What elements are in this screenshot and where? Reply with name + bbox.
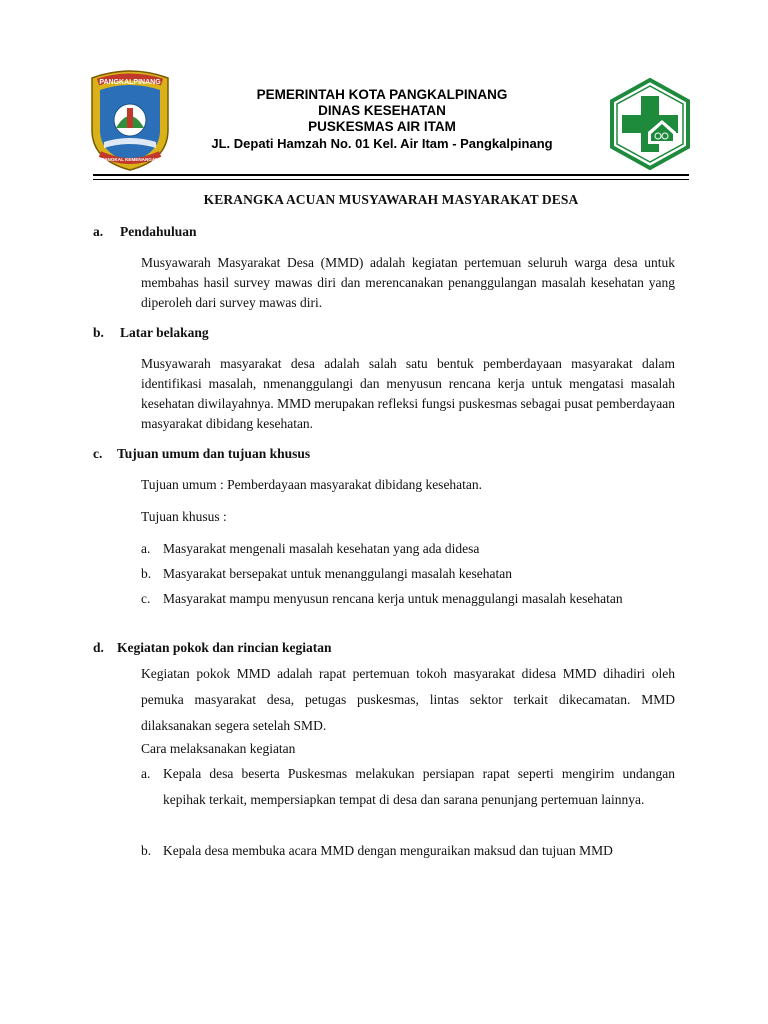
list-marker: a. bbox=[141, 766, 151, 781]
letterhead-line-health-office: DINAS KESEHATAN bbox=[318, 103, 446, 118]
list-item-text: Masyarakat mengenali masalah kesehatan yang ada didesa bbox=[163, 541, 480, 556]
letterhead-line-puskesmas: PUSKESMAS AIR ITAM bbox=[308, 119, 456, 134]
section-heading-text: Kegiatan pokok dan rincian kegiatan bbox=[117, 640, 332, 655]
section-heading-text: Tujuan umum dan tujuan khusus bbox=[117, 446, 311, 461]
list-marker: a. bbox=[141, 541, 151, 556]
section-heading-a bbox=[93, 224, 197, 240]
howto-label: Cara melaksanakan kegiatan bbox=[141, 741, 296, 756]
list-item bbox=[141, 761, 675, 813]
section-marker: a. bbox=[93, 224, 104, 239]
section-heading-text: Pendahuluan bbox=[120, 224, 197, 239]
list-marker: b. bbox=[141, 566, 152, 581]
letterhead-divider-thin bbox=[93, 179, 689, 180]
section-d-paragraph: Kegiatan pokok MMD adalah rapat pertemuan tokoh masyarakat didesa MMD dihadiri oleh pemuka masyarakat desa, petugas puskesmas, lintas sektor terkait dikecamatan. MMD dilaksanakan segera setelah SMD. bbox=[141, 666, 675, 733]
list-marker: b. bbox=[141, 843, 152, 858]
list-item-text: Kepala desa membuka acara MMD dengan menguraikan maksud dan tujuan MMD bbox=[163, 843, 613, 858]
letterhead-address: JL. Depati Hamzah No. 01 Kel. Air Itam - Pangkalpinang bbox=[211, 136, 553, 151]
list-item bbox=[141, 838, 675, 864]
letterhead bbox=[170, 87, 594, 152]
letterhead-line-government: PEMERINTAH KOTA PANGKALPINANG bbox=[256, 87, 508, 102]
section-b-paragraph: Musyawarah masyarakat desa adalah salah satu bentuk pemberdayaan masyarakat dalam identifikasi masalah, nmenanggulangi dan menyusun rencana kerja untuk mengatasi masalah kesehatan diwilayahnya. MMD merupakan refleksi fungsi puskesmas sebagai pusat pemberdayaan masyarakat dibidang kesehatan. bbox=[141, 356, 675, 431]
letterhead-divider-thick bbox=[93, 174, 689, 176]
list-item bbox=[141, 587, 675, 611]
section-a-paragraph: Musyawarah Masyarakat Desa (MMD) adalah kegiatan pertemuan seluruh warga desa untuk membahas hasil survey mawas diri dan merencanakan penanggulangan masalah kesehatan yang diperoleh dari survey mawas diri. bbox=[141, 255, 675, 310]
list-item-text: Masyarakat bersepakat untuk menanggulangi masalah kesehatan bbox=[163, 566, 512, 581]
section-heading-d bbox=[93, 640, 332, 656]
section-heading-b bbox=[93, 325, 209, 341]
crest-top-text: PANGKALPINANG bbox=[99, 79, 161, 86]
section-marker: c. bbox=[93, 446, 103, 461]
list-item bbox=[141, 562, 675, 586]
document-title: KERANGKA ACUAN MUSYAWARAH MASYARAKAT DESA bbox=[203, 192, 579, 207]
section-marker: b. bbox=[93, 325, 104, 340]
list-item-text: Kepala desa beserta Puskesmas melakukan persiapan rapat seperti mengirim undangan kepihak terkait, mempersiapkan tempat di desa dan sarana penunjang pertemuan lainnya. bbox=[163, 766, 675, 807]
section-heading-c bbox=[93, 446, 310, 462]
section-marker: d. bbox=[93, 640, 104, 655]
city-crest-icon bbox=[86, 68, 174, 172]
list-item-text: Masyarakat mampu menyusun rencana kerja untuk menaggulangi masalah kesehatan bbox=[163, 591, 623, 606]
general-objective: Tujuan umum : Pemberdayaan masyarakat dibidang kesehatan. bbox=[141, 477, 483, 492]
specific-objective-label: Tujuan khusus : bbox=[141, 509, 227, 524]
crest-bottom-text: PANGKAL KEMENANGAN bbox=[101, 157, 159, 162]
list-marker: c. bbox=[141, 591, 151, 606]
section-heading-text: Latar belakang bbox=[120, 325, 209, 340]
list-item bbox=[141, 537, 675, 561]
puskesmas-cross-icon bbox=[604, 78, 696, 170]
